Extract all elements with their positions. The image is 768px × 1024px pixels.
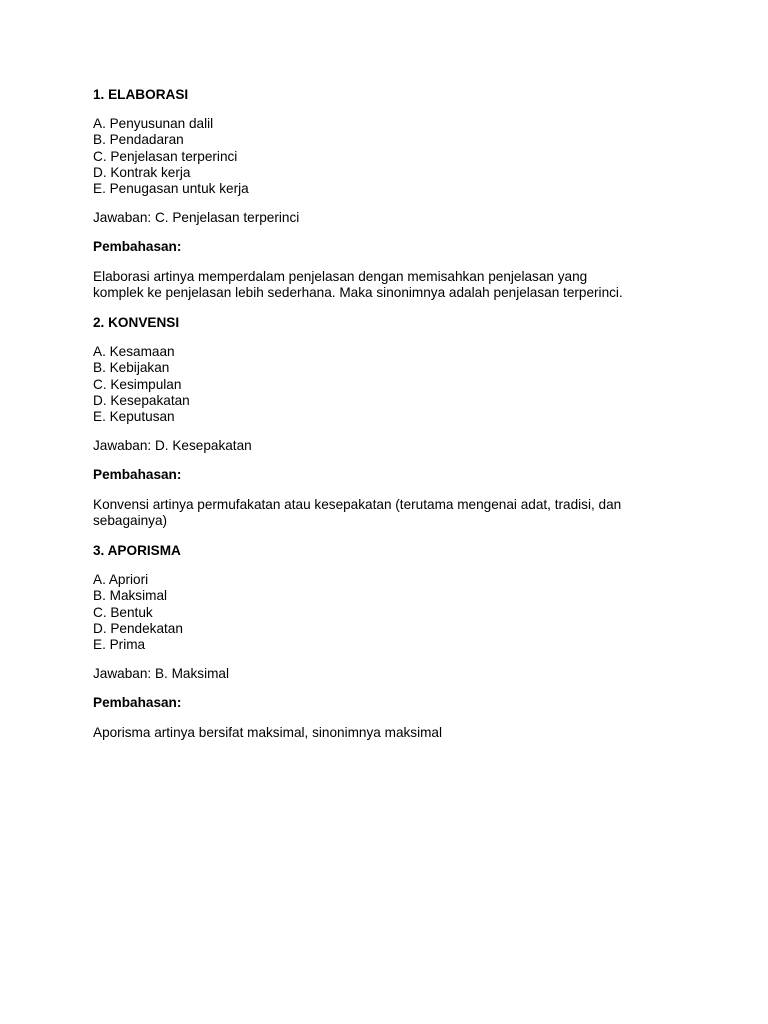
option-d: D. Kontrak kerja	[93, 164, 191, 180]
discussion-heading: Pembahasan:	[93, 467, 182, 483]
question-title: 2. KONVENSI	[93, 315, 180, 331]
option-a: A. Kesamaan	[93, 344, 175, 360]
discussion-text	[93, 725, 693, 741]
question-title: 1. ELABORASI	[93, 87, 189, 102]
option-e: E. Prima	[93, 637, 146, 653]
discussion-line: Elaborasi artinya memperdalam penjelasan dengan memisahkan penjelasan yang	[93, 268, 588, 284]
question-2	[93, 315, 693, 529]
discussion-line: Konvensi artinya permufakatan atau kesepakatan (terutama mengenai adat, tradisi, dan	[93, 496, 622, 512]
answer-text: Jawaban: C. Penjelasan terperinci	[93, 210, 300, 226]
option-e: E. Keputusan	[93, 409, 175, 425]
option-d: D. Kesepakatan	[93, 392, 190, 408]
option-a: A. Penyusunan dalil	[93, 116, 214, 132]
discussion-heading: Pembahasan:	[93, 695, 182, 711]
option-list	[93, 572, 693, 653]
question-title: 3. APORISMA	[93, 543, 181, 559]
option-c: C. Penjelasan terperinci	[93, 148, 238, 164]
discussion-line: Aporisma artinya bersifat maksimal, sinonimnya maksimal	[93, 724, 443, 740]
option-b: B. Kebijakan	[93, 360, 170, 376]
option-b: B. Maksimal	[93, 588, 168, 604]
option-d: D. Pendekatan	[93, 620, 183, 636]
option-e: E. Penugasan untuk kerja	[93, 181, 249, 197]
question-3	[93, 543, 693, 741]
option-c: C. Kesimpulan	[93, 376, 182, 392]
answer-text: Jawaban: B. Maksimal	[93, 666, 229, 682]
option-b: B. Pendadaran	[93, 132, 184, 148]
question-1	[93, 87, 693, 301]
option-list	[93, 116, 693, 197]
discussion-line: sebagainya)	[93, 512, 168, 528]
option-list	[93, 344, 693, 425]
discussion-text	[93, 269, 693, 301]
discussion-line: komplek ke penjelasan lebih sederhana. Maka sinonimnya adalah penjelasan terperinci.	[93, 284, 623, 300]
discussion-heading: Pembahasan:	[93, 239, 182, 255]
option-c: C. Bentuk	[93, 604, 153, 620]
document-page	[93, 87, 693, 755]
option-a: A. Apriori	[93, 572, 149, 588]
discussion-text	[93, 497, 693, 529]
answer-text: Jawaban: D. Kesepakatan	[93, 438, 252, 454]
